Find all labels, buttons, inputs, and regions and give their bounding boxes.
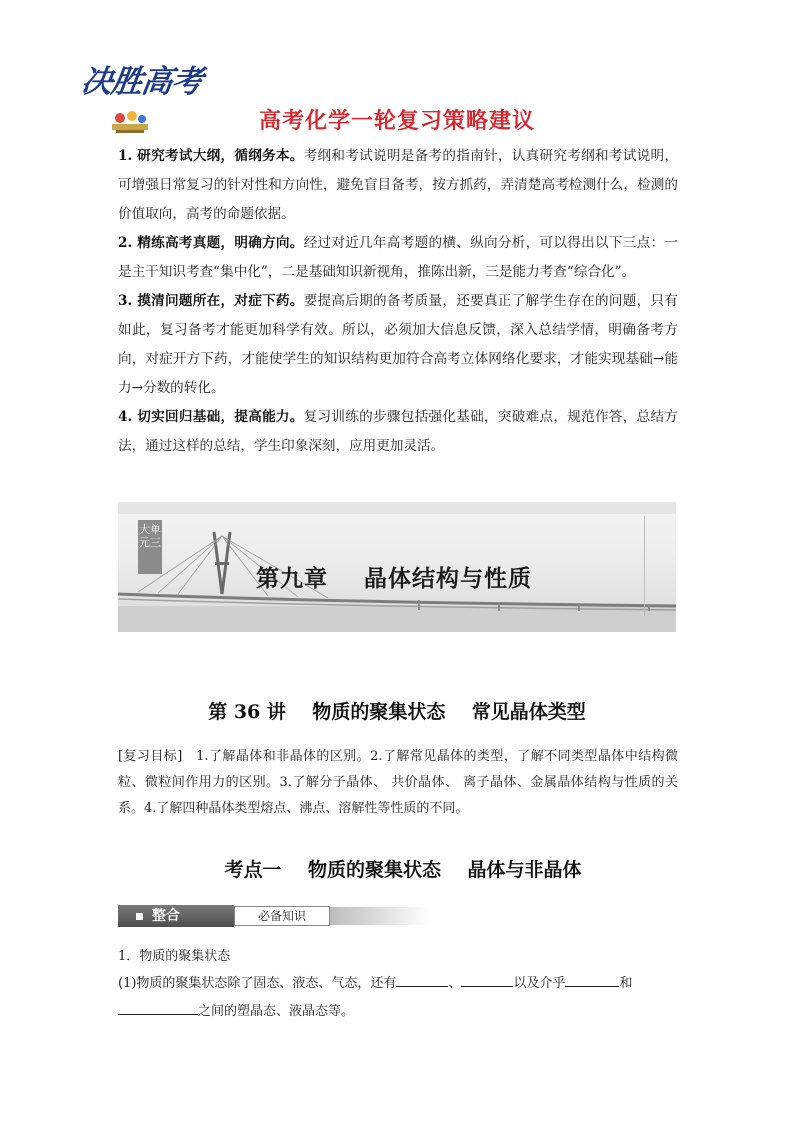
fill-blank[interactable] bbox=[396, 972, 448, 987]
tip-3 bbox=[118, 287, 678, 403]
tip-body: 复习训练的步骤包括强化基础，突破难点，规范作答，总结方法，通过这样的总结，学生印象深刻，应用更加灵活。 bbox=[118, 409, 678, 454]
lecture-title: 第 36 讲 物质的聚集状态 常见晶体类型 bbox=[208, 701, 586, 723]
sub-heading: 1．物质的聚集状态 bbox=[118, 949, 231, 964]
section-bar bbox=[118, 905, 430, 927]
review-goals bbox=[118, 744, 678, 822]
section-tag-dark bbox=[118, 905, 234, 927]
document-title: 高考化学一轮复习策略建议 bbox=[258, 109, 535, 134]
tip-head: 4. 切实回归基础，提高能力。 bbox=[118, 409, 304, 425]
body-text-part: 、 bbox=[448, 976, 462, 991]
body-text bbox=[118, 970, 678, 1026]
fill-blank[interactable] bbox=[118, 1000, 198, 1015]
section-tag-label: 整合 bbox=[152, 908, 180, 924]
review-goals-text: [复习目标] 1.了解晶体和非晶体的区别。2.了解常见晶体的类型，了解不同类型晶体中结构微粒、微粒间作用力的区别。3.了解分子晶体、 共价晶体、 离子晶体、金属晶体结构与性质的关系。4.了解四种晶体类型熔点、沸点、溶解性等性质的不同。 bbox=[118, 749, 678, 816]
section-title: 考点一 物质的聚集状态 晶体与非晶体 bbox=[224, 859, 582, 881]
tip-body: 考纲和考试说明是备考的指南针，认真研究考纲和考试说明，可增强日常复习的针对性和方向性，避免盲目备考，按方抓药，弄清楚高考检测什么，检测的价值取向，高考的命题依据。 bbox=[118, 148, 678, 222]
unit-tag: 大单元三 bbox=[138, 520, 162, 574]
section-tag-light: 必备知识 bbox=[234, 906, 330, 926]
body-line-2 bbox=[118, 998, 678, 1026]
section-bar-fade bbox=[330, 907, 430, 925]
tip-2 bbox=[118, 229, 678, 287]
tip-4 bbox=[118, 403, 678, 461]
body-line-1 bbox=[118, 970, 678, 998]
square-bullet-icon bbox=[136, 913, 143, 920]
tip-body: 要提高后期的备考质量，还要真正了解学生存在的问题，只有如此，复习备考才能更加科学有效。所以，必须加大信息反馈，深入总结学情，明确备考方向，对症开方下药，才能使学生的知识结构更加符合高考立体网络化要求，才能实现基础→能力→分数的转化。 bbox=[118, 293, 678, 396]
fill-blank[interactable] bbox=[461, 972, 513, 987]
chapter-title: 第九章 晶体结构与性质 bbox=[256, 566, 533, 592]
tip-body: 经过对近几年高考题的横、纵向分析，可以得出以下三点：一是主干知识考查“集中化”，二是基础知识新视角，推陈出新，三是能力考查“综合化”。 bbox=[118, 235, 678, 280]
logo-text: 决胜高考 bbox=[78, 64, 205, 100]
strategy-tips bbox=[118, 142, 678, 461]
body-text-part: 之间的塑晶态、液晶态等。 bbox=[198, 1004, 355, 1019]
tip-head: 1. 研究考试大纲，循纲务本。 bbox=[118, 148, 304, 164]
tip-1 bbox=[118, 142, 678, 229]
tip-head: 3. 摸清问题所在，对症下药。 bbox=[118, 293, 304, 309]
body-text-part: 和 bbox=[619, 976, 633, 991]
body-text-part: 以及介乎 bbox=[513, 976, 566, 991]
fill-blank[interactable] bbox=[565, 972, 619, 987]
tip-head: 2. 精练高考真题，明确方向。 bbox=[118, 235, 304, 251]
body-text-part: (1)物质的聚集状态除了固态、液态、气态，还有 bbox=[118, 976, 397, 991]
